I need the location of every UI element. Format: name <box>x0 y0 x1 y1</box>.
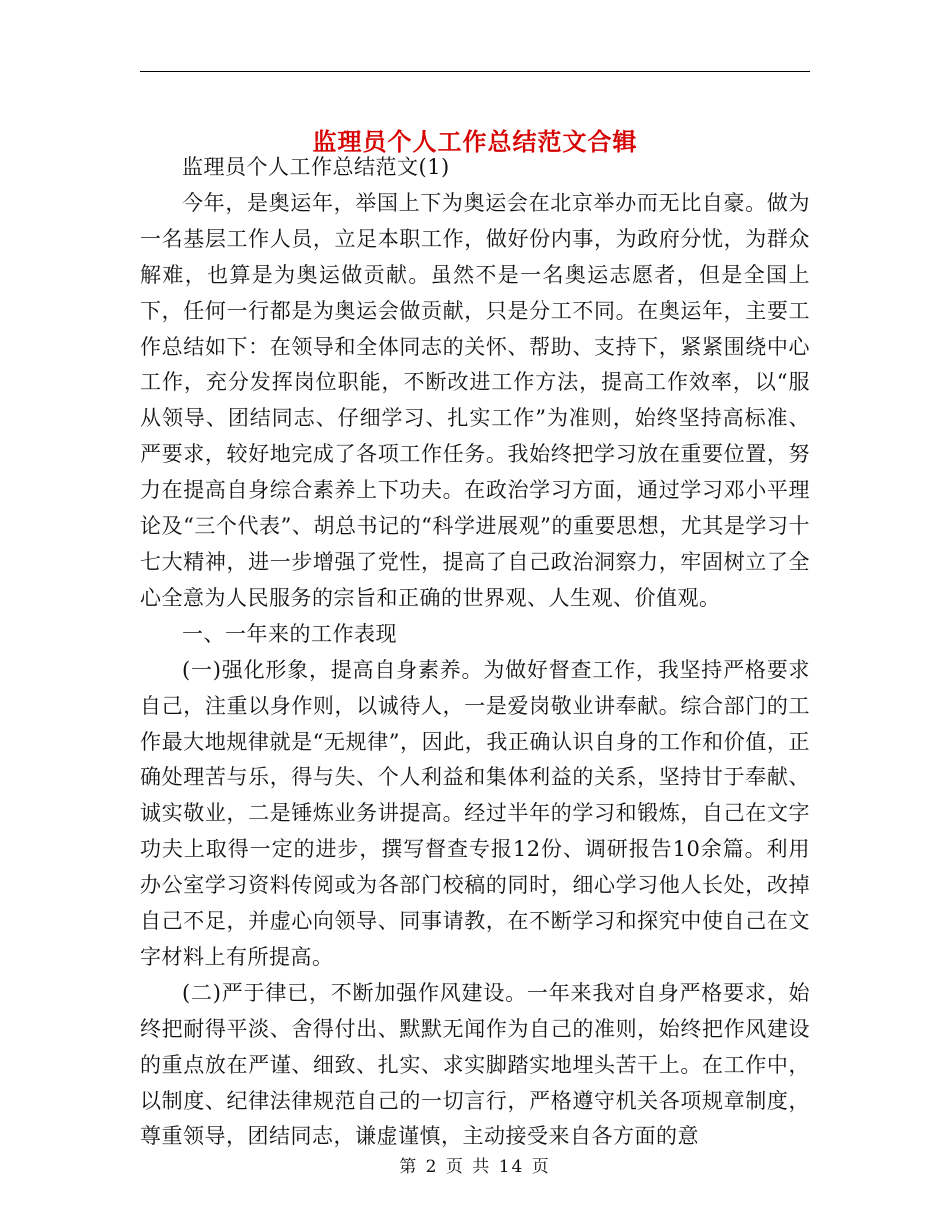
paragraph-image-building: (一)强化形象，提高自身素养。为做好督查工作，我坚持严格要求自己，注重以身作则，以诚待人，一是爱岗敬业讲奉献。综合部门的工作最大地规律就是“无规律”，因此，我正确认识自身的工作和价值，正确处理苦与乐，得与失、个人利益和集体利益的关系，坚持甘于奉献、诚实敬业，二是锤炼业务讲提高。经过半年的学习和锻炼，自己在文字功夫上取得一定的进步，撰写督查专报12份、调研报告10余篇。利用办公室学习资料传阅或为各部门校稿的同时，细心学习他人长处，改掉自己不足，并虚心向领导、同事请教，在不断学习和探究中使自己在文字材料上有所提高。 <box>140 657 810 969</box>
section-heading-2: 一、一年来的工作表现 <box>182 621 397 646</box>
header-rule <box>140 71 810 72</box>
page-number-footer: 第 2 页 共 14 页 <box>399 1157 551 1177</box>
section-heading-1: 监理员个人工作总结范文(1) <box>182 155 450 179</box>
document-title: 监理员个人工作总结范文合辑 <box>312 127 638 157</box>
document-body <box>140 150 810 1155</box>
paragraph-self-discipline: (二)严于律已，不断加强作风建设。一年来我对自身严格要求，始终把耐得平淡、舍得付出、默默无闻作为自己的准则，始终把作风建设的重点放在严谨、细致、扎实、求实脚踏实地埋头苦干上。在工作中，以制度、纪律法律规范自己的一切言行，严格遵守机关各项规章制度，尊重领导，团结同志，谦虚谨慎，主动接受来自各方面的意 <box>140 980 810 1149</box>
paragraph-intro: 今年，是奥运年，举国上下为奥运会在北京举办而无比自豪。做为一名基层工作人员，立足本职工作，做好份内事，为政府分忧，为群众解难，也算是为奥运做贡献。虽然不是一名奥运志愿者，但是全国上下，任何一行都是为奥运会做贡献，只是分工不同。在奥运年，主要工作总结如下：在领导和全体同志的关怀、帮助、支持下，紧紧围绕中心工作，充分发挥岗位职能，不断改进工作方法，提高工作效率，以“服从领导、团结同志、仔细学习、扎实工作”为准则，始终坚持高标准、严要求，较好地完成了各项工作任务。我始终把学习放在重要位置，努力在提高自身综合素养上下功夫。在政治学习方面，通过学习邓小平理论及“三个代表”、胡总书记的“科学进展观”的重要思想，尤其是学习十七大精神，进一步增强了党性，提高了自己政治洞察力，牢固树立了全心全意为人民服务的宗旨和正确的世界观、人生观、价值观。 <box>140 190 810 610</box>
